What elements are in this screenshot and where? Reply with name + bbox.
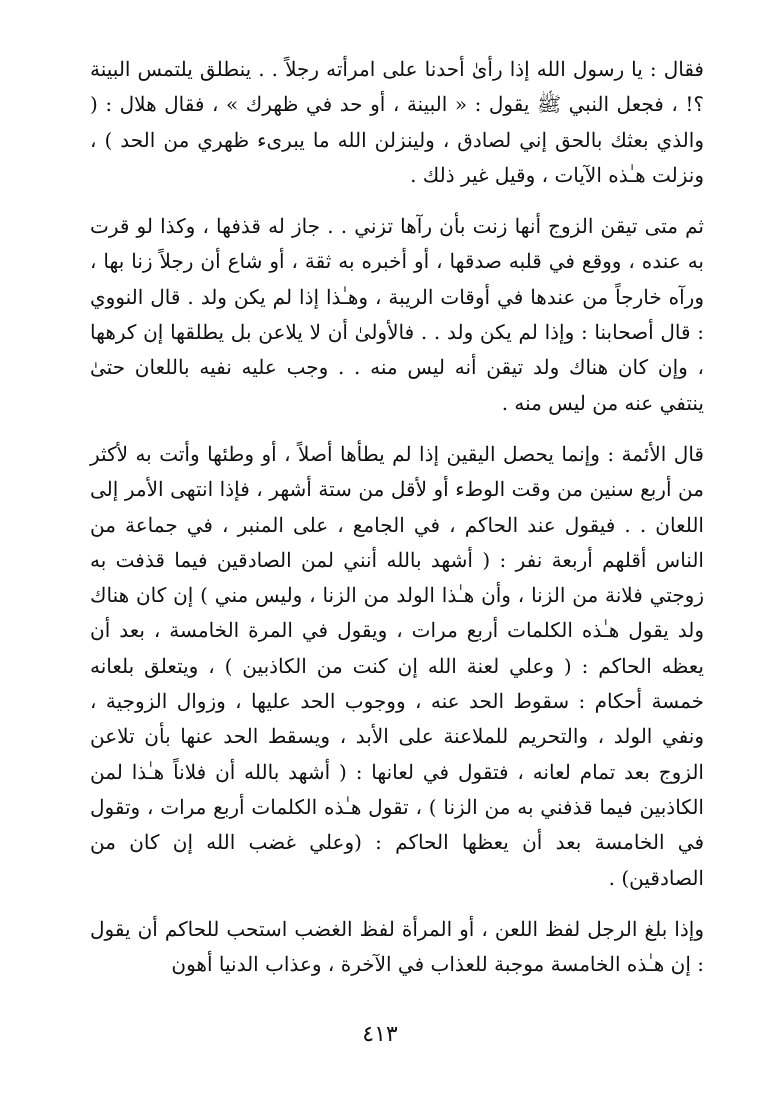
paragraph-1: فقال : يا رسول الله إذا رأىٰ أحدنا على امرأته رجلاً . . ينطلق يلتمس البينة ؟! ، فجعل النبي ﷺ يقول : « البينة ، أو حد في ظهرك » ، فقال هلال : ( والذي بعثك بالحق إني لصادق ، ولينزلن الله ما يبرىء ظهري من الحد ) ، ونزلت هـٰذه الآيات ، وقيل غير ذلك . [90, 57, 704, 187]
paragraph-2: ثم متى تيقن الزوج أنها زنت بأن رآها تزني . . جاز له قذفها ، وكذا لو قرت به عنده ، ووقع في قلبه صدقها ، أو أخبره به ثقة ، أو شاع أن رجلاً زنا بها ، ورآه خارجاً من عندها في أوقات الريبة ، وهـٰذا إذا لم يكن ولد . قال النووي : قال أصحابنا : وإذا لم يكن ولد . . فالأولىٰ أن لا يلاعن بل يطلقها إن كرهها ، وإن كان هناك ولد تيقن أنه ليس منه . . وجب عليه نفيه باللعان حتىٰ ينتفي عنه من ليس منه . [90, 214, 704, 415]
paragraph-4: وإذا بلغ الرجل لفظ اللعن ، أو المرأة لفظ الغضب استحب للحاكم أن يقول : إن هـٰذه الخامسة موجبة للعذاب في الآخرة ، وعذاب الدنيا أهون [90, 916, 704, 977]
body-text [90, 52, 704, 998]
paragraph-3: قال الأئمة : وإنما يحصل اليقين إذا لم يطأها أصلاً ، أو وطئها وأتت به لأكثر من أربع سنين من وقت الوطء أو لأقل من ستة أشهر ، فإذا انتهى الأمر إلى اللعان . . فيقول عند الحاكم ، في الجامع ، على المنبر ، في جماعة من الناس أقلهم أربعة نفر : ( أشهد بالله أنني لمن الصادقين فيما قذفت به زوجتي فلانة من الزنا ، وأن هـٰذا الولد من الزنا ، وليس مني ) إن كان هناك ولد يقول هـٰذه الكلمات أربع مرات ، ويقول في المرة الخامسة ، بعد أن يعظه الحاكم : ( وعلي لعنة الله إن كنت من الكاذبين ) ، ويتعلق بلعانه خمسة أحكام : سقوط الحد عنه ، ووجوب الحد عليها ، وزوال الزوجية ، ونفي الولد ، والتحريم للملاعنة على الأبد ، ويسقط الحد عنها بأن تلاعن الزوج بعد تمام لعانه ، فتقول في لعانها : ( أشهد بالله أن فلاناً هـٰذا لمن الكاذبين فيما قذفني به من الزنا ) ، تقول هـٰذه الكلمات أربع مرات ، وتقول في الخامسة بعد أن يعظها الحاكم : (وعلي غضب الله إن كان من الصادقين) . [90, 441, 704, 890]
page-number: ٤١٣ [362, 1022, 398, 1047]
